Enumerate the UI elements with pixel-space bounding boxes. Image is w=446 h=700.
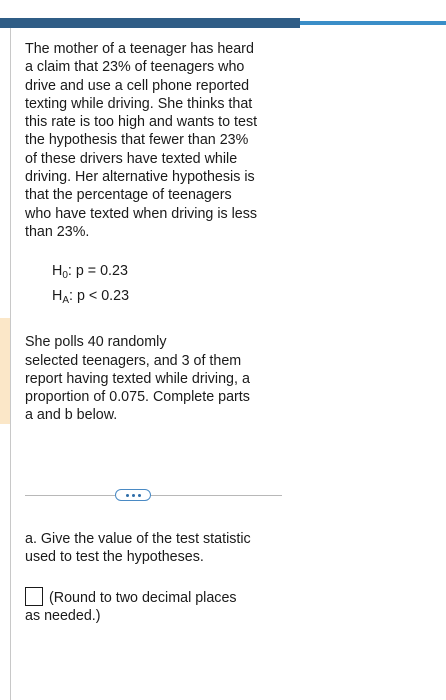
test-statistic-answer-input[interactable] (25, 587, 43, 606)
problem-intro (25, 40, 277, 241)
intro-line: who have texted when driving is less (25, 205, 258, 222)
ellipsis-icon (138, 494, 141, 497)
poll-line: proportion of 0.075. Complete parts (25, 389, 250, 406)
intro-line: that the percentage of teenagers (25, 187, 232, 204)
section-divider-right (151, 495, 282, 496)
expand-more-button[interactable] (115, 489, 151, 501)
null-hypothesis: $H_0$: p = 0.23 (52, 263, 128, 282)
intro-line: driving. Her alternative hypothesis is (25, 169, 255, 186)
intro-line: this rate is too high and wants to test (25, 114, 258, 131)
left-border (10, 28, 11, 700)
ellipsis-icon (132, 494, 135, 497)
rounding-hint: (Round to two decimal places (49, 589, 237, 606)
question-panel (25, 40, 277, 425)
section-divider-left (25, 495, 115, 496)
poll-line: selected teenagers, and 3 of them (25, 352, 242, 369)
poll-line: She polls 40 randomly (25, 334, 167, 351)
part-a-panel (25, 530, 287, 625)
intro-line: of these drivers have texted while (25, 150, 238, 167)
intro-line: than 23%. (25, 223, 90, 240)
left-highlight-accent (0, 318, 10, 424)
ellipsis-icon (126, 494, 129, 497)
part-a-question: a. Give the value of the test statistic used to test the hypotheses. (25, 531, 251, 566)
intro-line: the hypothesis that fewer than 23% (25, 132, 249, 149)
intro-line: texting while driving. She thinks that (25, 95, 253, 112)
poll-line: a and b below. (25, 407, 118, 424)
intro-line: The mother of a teenager has heard (25, 41, 254, 57)
header-bar-extension (300, 21, 446, 25)
part-a-answer-row (25, 587, 287, 626)
alternative-hypothesis: $H_A$: p < 0.23 (52, 288, 130, 307)
intro-line: a claim that 23% of teenagers who (25, 59, 245, 76)
intro-line: drive and use a cell phone reported (25, 77, 250, 94)
hypotheses (52, 261, 277, 311)
header-bar (0, 18, 300, 28)
poll-description (25, 333, 277, 424)
rounding-hint-continued: as needed.) (25, 607, 101, 624)
poll-line: report having texted while driving, a (25, 370, 250, 387)
